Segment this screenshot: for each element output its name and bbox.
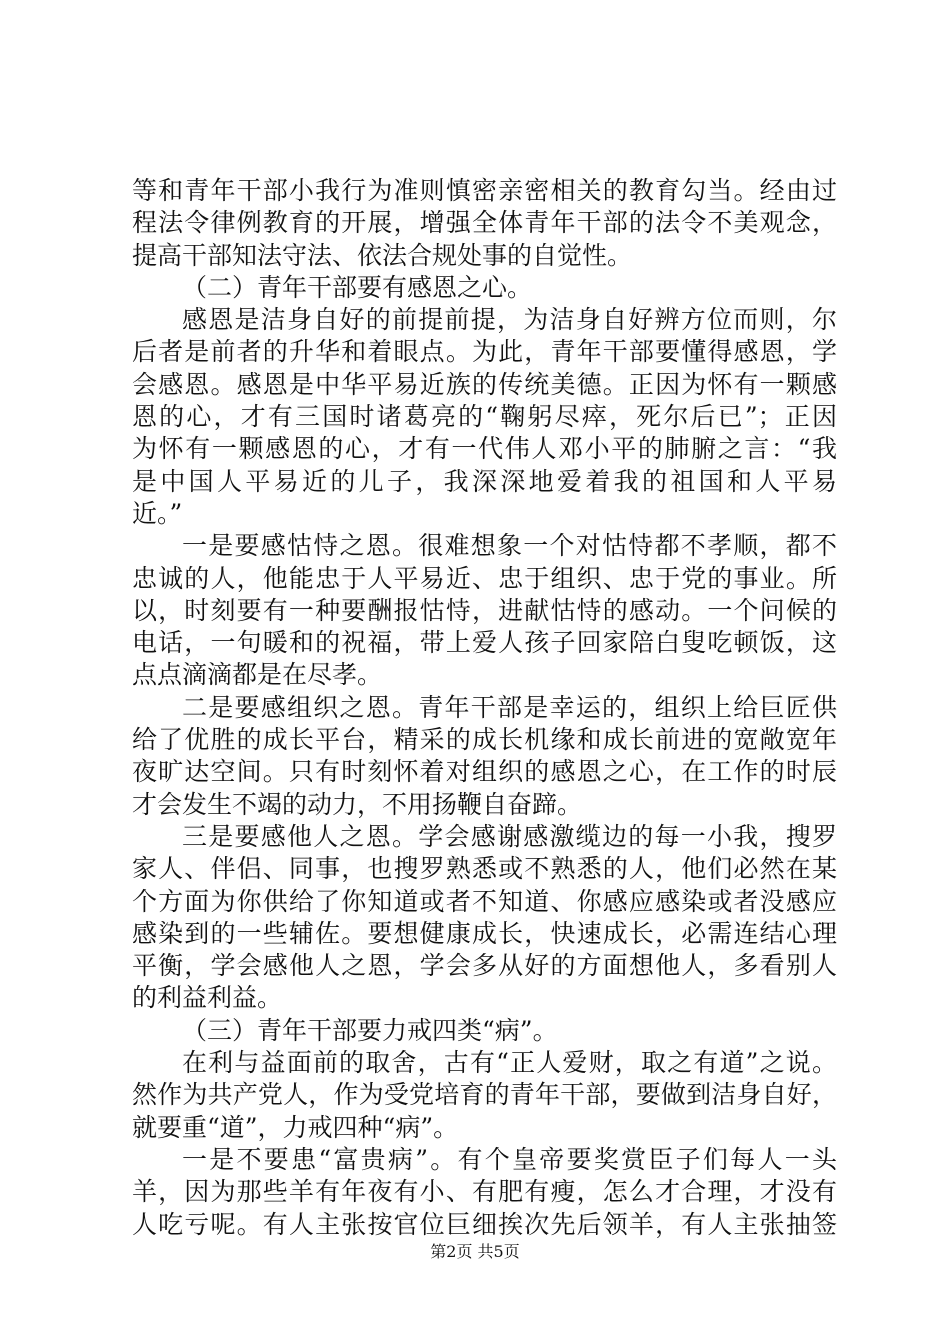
text-line: 程法令律例教育的开展，增强全体青年干部的法令不美观念， xyxy=(132,208,837,238)
text-line: 三是要感他人之恩。学会感谢感激缆边的每一小我，搜罗 xyxy=(182,821,837,851)
text-line: 提高干部知法守法、依法合规处事的自觉性。 xyxy=(132,240,633,270)
text-line: 人吃亏呢。有人主张按官位巨细挨次先后领羊，有人主张抽签 xyxy=(132,1209,837,1239)
text-line: 个方面为你供给了你知道或者不知道、你感应感染或者没感应 xyxy=(132,886,837,916)
text-line: 后者是前者的升华和着眼点。为此，青年干部要懂得感恩，学 xyxy=(132,337,837,367)
text-line: 夜旷达空间。只有时刻怀着对组织的感恩之心，在工作的时辰 xyxy=(132,757,837,787)
text-line: 为怀有一颗感恩的心，才有一代伟人邓小平的肺腑之言：“我 xyxy=(132,434,837,464)
text-line: 等和青年干部小我行为准则慎密亲密相关的教育勾当。经由过 xyxy=(132,176,837,205)
text-line: 是中国人平易近的儿子，我深深地爱着我的祖国和人平易 xyxy=(132,466,837,496)
text-line: 以，时刻要有一种要酬报怙恃，进献怙恃的感动。一个问候的 xyxy=(132,595,837,625)
page-footer: 第2页 共5页 xyxy=(430,1242,520,1261)
text-line: 给了优胜的成长平台，精采的成长机缘和成长前进的宽敞宽年 xyxy=(132,725,837,755)
text-line: 然作为共产党人，作为受党培育的青年干部，要做到洁身自好， xyxy=(132,1080,837,1110)
text-line: 一是不要患“富贵病”。有个皇帝要奖赏臣子们每人一头 xyxy=(182,1144,837,1174)
text-line: 二是要感组织之恩。青年干部是幸运的，组织上给巨匠供 xyxy=(182,692,837,722)
text-line: 的利益利益。 xyxy=(132,983,283,1013)
text-line: 平衡，学会感他人之恩，学会多从好的方面想他人，多看别人 xyxy=(132,951,837,981)
text-line: 羊，因为那些羊有年夜有小、有肥有瘦，怎么才合理，才没有 xyxy=(132,1177,837,1207)
body-text xyxy=(132,175,837,1241)
text-line: 感恩是洁身自好的前提前提，为洁身自好辨方位而则，尔 xyxy=(182,305,837,335)
text-line: （二）青年干部要有感恩之心。 xyxy=(182,272,533,302)
text-line: 就要重“道”，力戒四种“病”。 xyxy=(132,1112,459,1142)
text-line: 会感恩。感恩是中华平易近族的传统美德。正因为怀有一颗感 xyxy=(132,369,837,399)
text-line: 在利与益面前的取舍，古有“正人爱财，取之有道”之说。 xyxy=(182,1048,837,1078)
text-line: 一是要感怙恃之恩。很难想象一个对怙恃都不孝顺，都不 xyxy=(182,531,837,561)
text-line: 才会发生不竭的动力，不用扬鞭自奋蹄。 xyxy=(132,789,583,819)
text-line: 感染到的一些辅佐。要想健康成长，快速成长，必需连结心理 xyxy=(132,918,837,948)
text-line: 家人、伴侣、同事，也搜罗熟悉或不熟悉的人，他们必然在某 xyxy=(132,854,837,884)
text-line: 近。” xyxy=(132,498,183,528)
text-line: 忠诚的人，他能忠于人平易近、忠于组织、忠于党的事业。所 xyxy=(132,563,837,593)
text-line: 电话，一句暖和的祝福，带上爱人孩子回家陪白叟吃顿饭，这 xyxy=(132,628,837,658)
text-line: 恩的心，才有三国时诸葛亮的“鞠躬尽瘁，死尔后已”；正因 xyxy=(132,402,837,432)
text-line: （三）青年干部要力戒四类“病”。 xyxy=(182,1015,558,1045)
text-line: 点点滴滴都是在尽孝。 xyxy=(132,660,383,690)
